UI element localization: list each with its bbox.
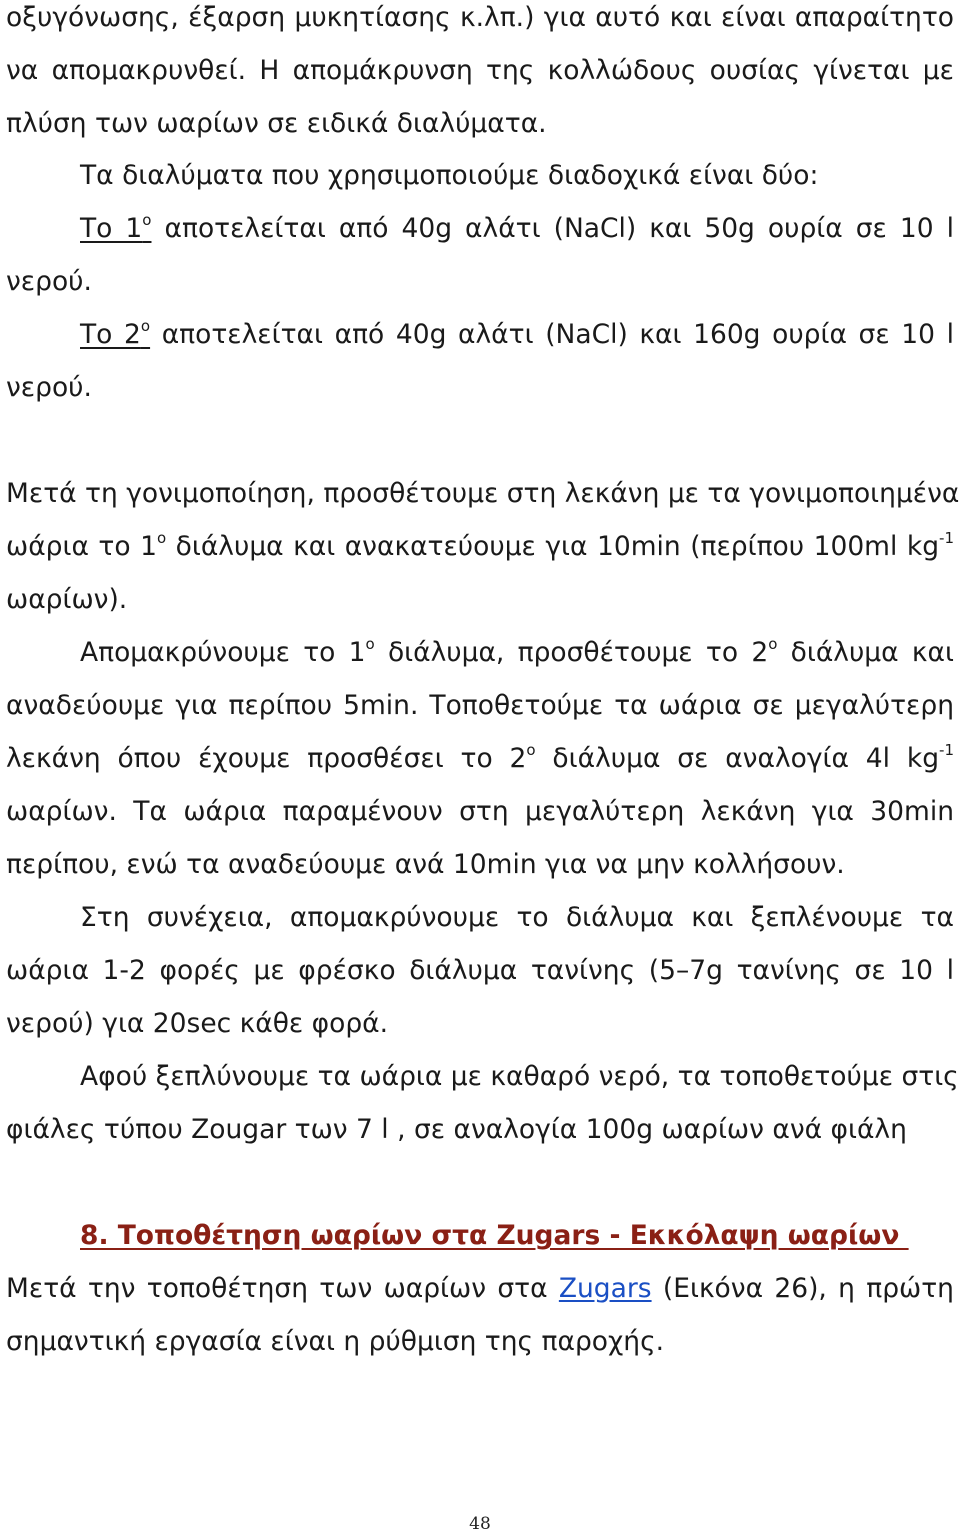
paragraph-line: να απομακρυνθεί. Η απομάκρυνση της κολλώδους ουσίας γίνεται με [6, 55, 954, 86]
solution-one-line: Το $1^o$ αποτελείται από 40g αλάτι (NaCl) και 50g ουρία σε 10 l [80, 211, 954, 244]
paragraph-line: φιάλες τύπου Zougar των 7 l , σε αναλογία 100g ωαρίων ανά φιάλη [6, 1114, 907, 1145]
paragraph-line: αναδεύουμε για περίπου 5min. Τοποθετούμε τα ωάρια σε μεγαλύτερη [6, 690, 954, 721]
paragraph-line: οξυγόνωσης, έξαρση μυκητίασης κ.λπ.) για αυτό και είναι απαραίτητο [6, 2, 954, 33]
solution-one-label: Το $1^o$ [80, 211, 152, 244]
paragraph-line: νερού. [6, 266, 92, 297]
paragraph-line: Μετά την τοποθέτηση των ωαρίων στα Zugars (Εικόνα 26), η πρώτη [6, 1273, 954, 1304]
paragraph-line: Στη συνέχεια, απομακρύνουμε το διάλυμα και ξεπλένουμε τα [80, 902, 954, 933]
paragraph-line: νερού) για 20sec κάθε φορά. [6, 1008, 389, 1039]
section-heading: 8. Τοποθέτηση ωαρίων στα Zugars - Εκκόλαψη ωαρίων [80, 1220, 909, 1251]
paragraph-line: ωάρια 1-2 φορές με φρέσκο διάλυμα τανίνης (5–7g τανίνης σε 10 l [6, 955, 955, 986]
zugars-link[interactable]: Zugars [558, 1273, 652, 1304]
solution-two-label: Το $2^o$ [80, 317, 151, 350]
page-number: 48 [469, 1514, 491, 1534]
paragraph-line: πλύση των ωαρίων σε ειδικά διαλύματα. [6, 108, 547, 139]
paragraph-line: νερού. [6, 372, 92, 403]
paragraph-line: Αφού ξεπλύνουμε τα ωάρια με καθαρό νερό, τα τοποθετούμε στις [80, 1061, 959, 1092]
solution-two-line: Το $2^o$ αποτελείται από 40g αλάτι (NaCl) και 160g ουρία σε 10 l [80, 317, 954, 350]
paragraph-line: Τα διαλύματα που χρησιμοποιούμε διαδοχικά είναι δύο: [80, 160, 819, 191]
paragraph-line: ωαρίων). [6, 584, 128, 615]
paragraph-line: ωαρίων. Τα ωάρια παραμένουν στη μεγαλύτερη λεκάνη για 30min [6, 796, 954, 827]
paragraph-line: Μετά τη γονιμοποίηση, προσθέτουμε στη λεκάνη με τα γονιμοποιημένα [6, 478, 960, 509]
paragraph-line: Απομακρύνουμε το $1^o$ διάλυμα, προσθέτουμε το $2^o$ διάλυμα και [80, 635, 954, 668]
paragraph-line: σημαντική εργασία είναι η ρύθμιση της παροχής. [6, 1326, 665, 1357]
paragraph-line: περίπου, ενώ τα αναδεύουμε ανά 10min για να μην κολλήσουν. [6, 849, 845, 880]
paragraph-line: ωάρια το $1^o$ διάλυμα και ανακατεύουμε για 10min (περίπου 100ml $kg^{-1}$ [6, 529, 954, 562]
paragraph-line: λεκάνη όπου έχουμε προσθέσει το $2^o$ διάλυμα σε αναλογία 4l $kg^{-1}$ [6, 741, 954, 774]
